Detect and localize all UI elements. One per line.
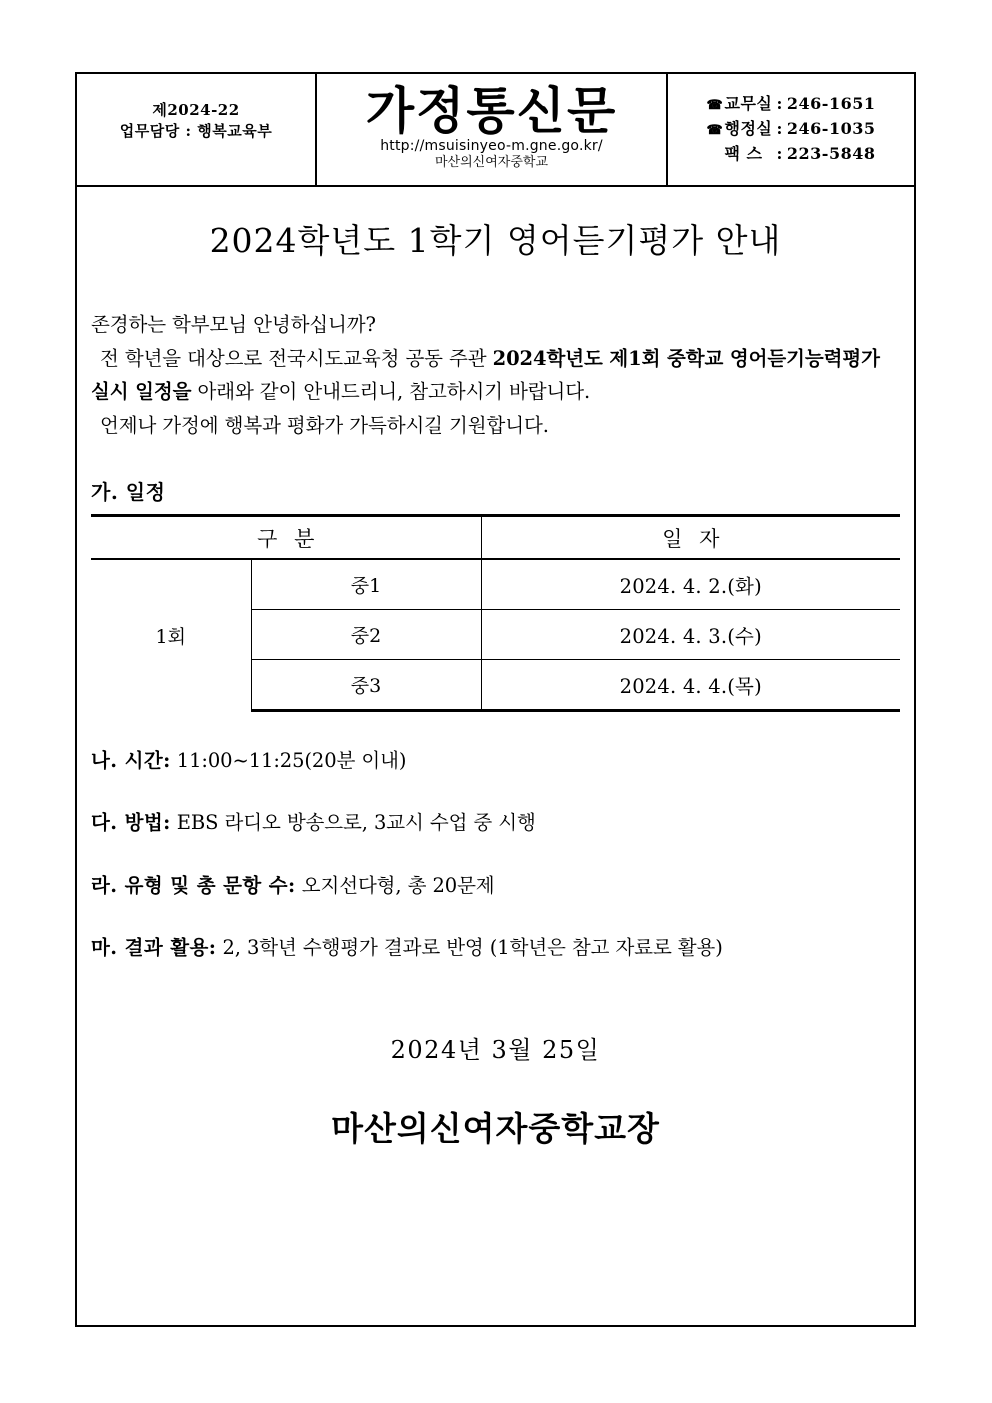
contact-row-admin <box>707 117 876 142</box>
document-body <box>77 215 914 1150</box>
masthead-left-cell <box>77 74 317 185</box>
column-header-category: 구 분 <box>91 516 481 560</box>
cell-grade: 중3 <box>251 660 481 711</box>
detail-value-format: 오지선다형, 총 20문제 <box>295 873 495 897</box>
cell-grade: 중1 <box>251 559 481 610</box>
signature-issuer: 마산의신여자중학교장 <box>331 1109 660 1149</box>
detail-value-method: EBS 라디오 방송으로, 3교시 수업 중 시행 <box>170 811 536 835</box>
detail-label-result-use: 마. 결과 활용: <box>91 935 217 959</box>
school-name-subtitle: 마산의신여자중학교 <box>434 155 549 171</box>
contact-separator-office: : <box>776 94 783 114</box>
contact-label-office: 교무실 <box>724 94 773 114</box>
greeting-text-a: 전 학년을 대상으로 전국시도교육청 공동 주관 <box>100 346 493 370</box>
detail-item-format <box>91 871 900 900</box>
contact-number-fax: 223-5848 <box>786 143 876 163</box>
responsible-department: 업무담당 : 행복교육부 <box>119 121 273 140</box>
contact-row-office <box>707 92 876 117</box>
detail-label-time: 나. 시간: <box>91 749 171 773</box>
masthead-center-cell <box>317 74 668 185</box>
contact-label-fax: 팩 스 <box>724 143 763 163</box>
greeting-paragraph <box>91 308 900 442</box>
telephone-icon: ☎ <box>706 123 724 139</box>
detail-item-time <box>91 746 900 775</box>
cell-date: 2024. 4. 2.(화) <box>481 559 900 610</box>
signature-date: 2024년 3월 25일 <box>390 1036 601 1065</box>
detail-value-time: 11:00~11:25(20분 이내) <box>170 749 407 773</box>
detail-item-method <box>91 808 900 837</box>
cell-date: 2024. 4. 3.(수) <box>481 610 900 660</box>
newsletter-title: 가정통신문 <box>365 81 618 140</box>
school-website-url[interactable]: http://msuisinyeo-m.gne.go.kr/ <box>380 137 603 154</box>
cell-date: 2024. 4. 4.(목) <box>481 660 900 711</box>
greeting-text-b: 아래와 같이 안내드리니, 참고하시기 바랍니다. <box>191 380 591 404</box>
cell-grade: 중2 <box>251 610 481 660</box>
greeting-line-3: 언제나 가정에 행복과 평화가 가득하시길 기원합니다. <box>100 413 549 437</box>
greeting-text-bold: 2024학년도 제1회 중학교 영어듣기능력평가 실시 일정을 <box>91 346 880 404</box>
contact-number-admin: 246-1035 <box>786 119 876 139</box>
greeting-line-1: 존경하는 학부모님 안녕하십니까? <box>91 313 376 336</box>
contact-separator-admin: : <box>776 119 783 139</box>
contact-number-office: 246-1651 <box>786 94 876 114</box>
telephone-icon: ☎ <box>706 98 724 114</box>
contact-label-admin: 행정실 <box>724 119 773 139</box>
cell-round-label: 1회 <box>91 559 251 711</box>
schedule-table <box>91 514 900 712</box>
column-header-date: 일 자 <box>481 516 900 560</box>
greeting-line-2 <box>91 342 900 409</box>
page-title: 2024학년도 1학기 영어듣기평가 안내 <box>209 221 782 260</box>
contact-row-fax <box>707 142 876 167</box>
masthead-contact-cell <box>668 74 914 185</box>
detail-item-result-use <box>91 933 900 962</box>
signature-block <box>91 1030 900 1150</box>
detail-label-format: 라. 유형 및 총 문항 수: <box>91 873 296 897</box>
table-header-row <box>91 516 900 560</box>
section-heading-schedule: 가. 일정 <box>91 480 166 505</box>
detail-label-method: 다. 방법: <box>91 811 171 835</box>
document-page-frame <box>75 72 916 1327</box>
table-row <box>91 559 900 610</box>
detail-value-result-use: 2, 3학년 수행평가 결과로 반영 (1학년은 참고 자료로 활용) <box>216 935 723 959</box>
detail-items-list <box>91 746 900 962</box>
contact-separator-fax: : <box>776 143 783 163</box>
masthead <box>77 74 914 187</box>
document-number: 제2024-22 <box>152 101 240 120</box>
